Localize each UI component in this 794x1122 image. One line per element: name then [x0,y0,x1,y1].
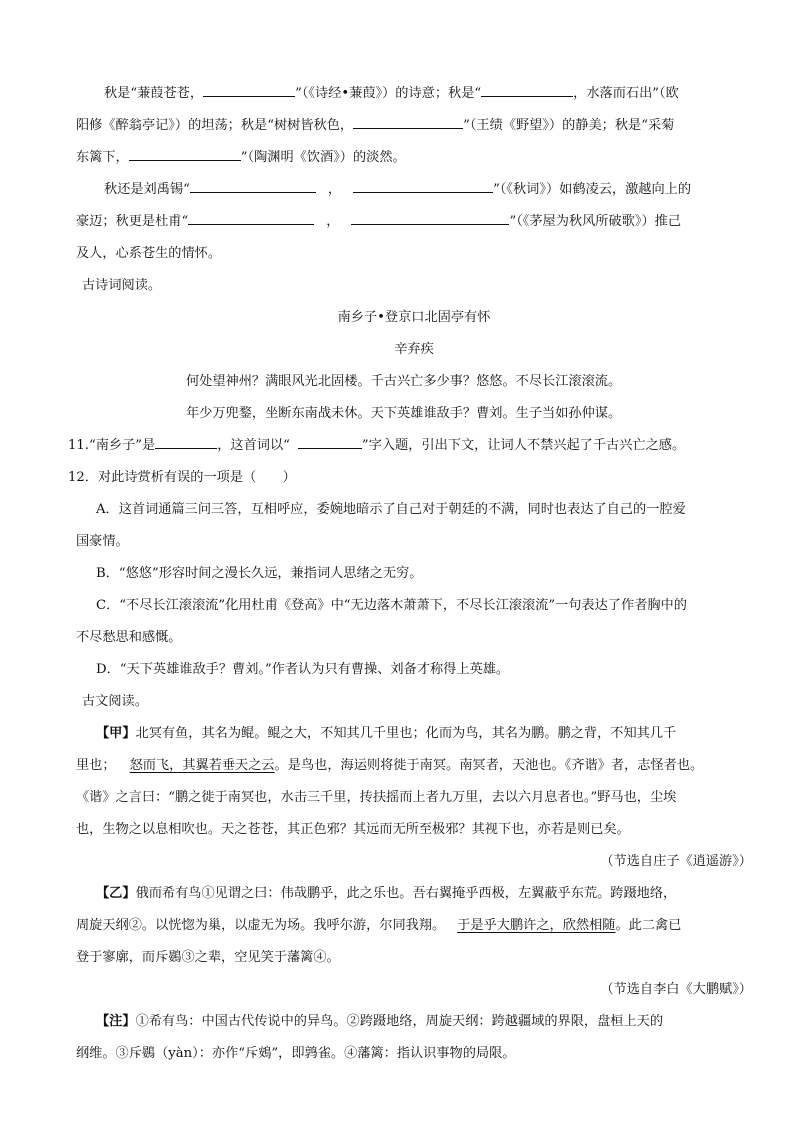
text: 阳修《醉翁亭记》）的坦荡；秋是“树树皆秋色， [76,118,354,133]
passage-jia-line-4: 也，生物之以息相吹也。天之苍苍，其正色邪？其远而无所至极邪？其视下也，亦若是则已矣。 [76,822,630,837]
answer-blank[interactable] [188,210,314,225]
passage-yi-line-1 [76,878,752,910]
question-12-stem: 12．对此诗赏析有误的一项是（ ） [68,470,296,485]
fill-line-5 [76,206,752,238]
option-d[interactable]: D．“天下英雄谁敌手？曹刘。”作者认为只有曹操、刘备才称得上英雄。 [96,662,510,677]
section-heading-prose: 古文阅读。 [82,694,148,709]
text: 周旋天纲②。以恍惚为巢，以虚无为场。我呼尔游，尔同我翔。 [76,918,446,933]
notes-line-1 [76,1006,752,1038]
text: ”字入题，引出下文，让词人不禁兴起了千古兴亡之感。 [361,438,686,453]
fill-line-4 [76,174,752,206]
text: ，这首词以“ [217,438,290,453]
answer-blank[interactable] [190,178,316,193]
answer-blank[interactable] [353,114,463,129]
text: 俄而希有鸟①见谓之曰：伟哉鹏乎，此之乐也。吾右翼掩乎西极，左翼蔽乎东荒。跨蹑地络， [135,886,677,901]
poem-title: 南乡子•登京口北固亭有怀 [337,310,491,325]
fill-line-1 [76,78,752,110]
notes-tag: 【注】 [96,1014,136,1029]
text: 东篱下， [76,150,129,165]
option-c[interactable]: C．“不尽长江滚滚流”化用杜甫《登高》中“无边落木萧萧下，不尽长江滚滚流”一句表达了作者胸中的 [96,598,687,613]
passage-tag: 【甲】 [96,726,136,741]
text: 11.“南乡子”是 [68,438,156,453]
passage-jia-line-1 [76,718,752,750]
fill-line-3 [76,142,752,174]
text: 北冥有鱼，其名为鲲。鲲之大，不知其几千里也；化而为鸟，其名为鹏。鹏之背，不知其几千 [135,726,677,741]
answer-blank[interactable] [129,146,241,161]
passage-yi-source: （节选自李白《大鹏赋》） [600,982,752,997]
text: ，水落而石出”（欧 [573,86,679,101]
text: ”（陶渊明《饮酒》）的淡然。 [240,150,406,165]
answer-blank[interactable] [481,82,573,97]
fill-line-6: 及人，心系苍生的情怀。 [76,246,222,261]
fill-line-2 [76,110,752,142]
passage-jia-source: （节选自庄子《逍遥游》） [600,854,752,869]
text: 豪迈；秋更是杜甫“ [76,214,189,229]
underlined-sentence: 于是乎大鹏许之，欣然相随 [457,918,616,933]
answer-blank[interactable] [351,210,509,225]
passage-jia-line-2 [76,750,752,782]
text: ”（王绩《野望》）的静美；秋是“采菊 [463,118,675,133]
notes-line-2: 纲维。③斥鷃（yàn）：亦作“斥鴳”，即鹑雀。④藩篱：指认识事物的局限。 [76,1046,516,1061]
answer-blank[interactable] [203,82,295,97]
option-c-cont: 不尽愁思和感慨。 [76,630,182,645]
document-page [68,78,752,1070]
text: ， [326,214,340,229]
answer-blank[interactable] [353,178,493,193]
section-heading-poem: 古诗词阅读。 [82,278,162,293]
passage-yi-line-3: 登于寥廓，而斥鷃③之辈，空见笑于藩篱④。 [76,950,340,965]
text: 。此二禽已 [615,918,682,933]
text: 秋还是刘禹锡“ [104,182,190,197]
question-11 [68,430,752,462]
option-b[interactable]: B．“悠悠”形容时间之漫长久远，兼指词人思绪之无穷。 [96,566,423,581]
poem-line-2: 年少万兜鍪，坐断东南战未休。天下英雄谁敌手？曹刘。生子当如孙仲谋。 [186,406,622,421]
option-a[interactable]: A．这首词通篇三问三答，互相呼应，委婉地暗示了自己对于朝廷的不满，同时也表达了自己的一腔爱 [96,502,686,517]
answer-blank[interactable] [155,434,217,449]
passage-yi-line-2 [76,910,752,942]
passage-jia-line-3: 《谐》之言曰：“鹏之徙于南冥也，水击三千里，抟扶摇而上者九万里，去以六月息者也。”野马也，尘埃 [76,790,677,805]
option-a-cont: 国豪情。 [76,534,129,549]
text: ， [327,182,342,197]
text: 里也； [76,758,116,773]
text: ”（《茅屋为秋风所破歌》）推己 [509,214,682,229]
poem-line-1: 何处望神州？满眼风光北固楼。千古兴亡多少事？悠悠。不尽长江滚滚流。 [186,374,622,389]
text: 秋是“蒹葭苍苍， [104,86,204,101]
passage-tag: 【乙】 [96,886,136,901]
text: ”（《秋词》）如鹤凌云，激越向上的 [493,182,692,197]
answer-blank[interactable] [298,434,362,449]
underlined-sentence: 怒而飞，其翼若垂天之云 [129,758,275,773]
text: ”（《诗经•蒹葭》）的诗意；秋是“ [295,86,482,101]
text: ①希有鸟：中国古代传说中的异鸟。②跨蹑地络，周旋天纲：跨越疆域的界限，盘桓上天的 [135,1014,664,1029]
text: 。是鸟也，海运则将徙于南冥。南冥者，天池也。《齐谐》者，志怪者也。 [274,758,704,773]
poem-author: 辛弃疾 [394,342,434,357]
